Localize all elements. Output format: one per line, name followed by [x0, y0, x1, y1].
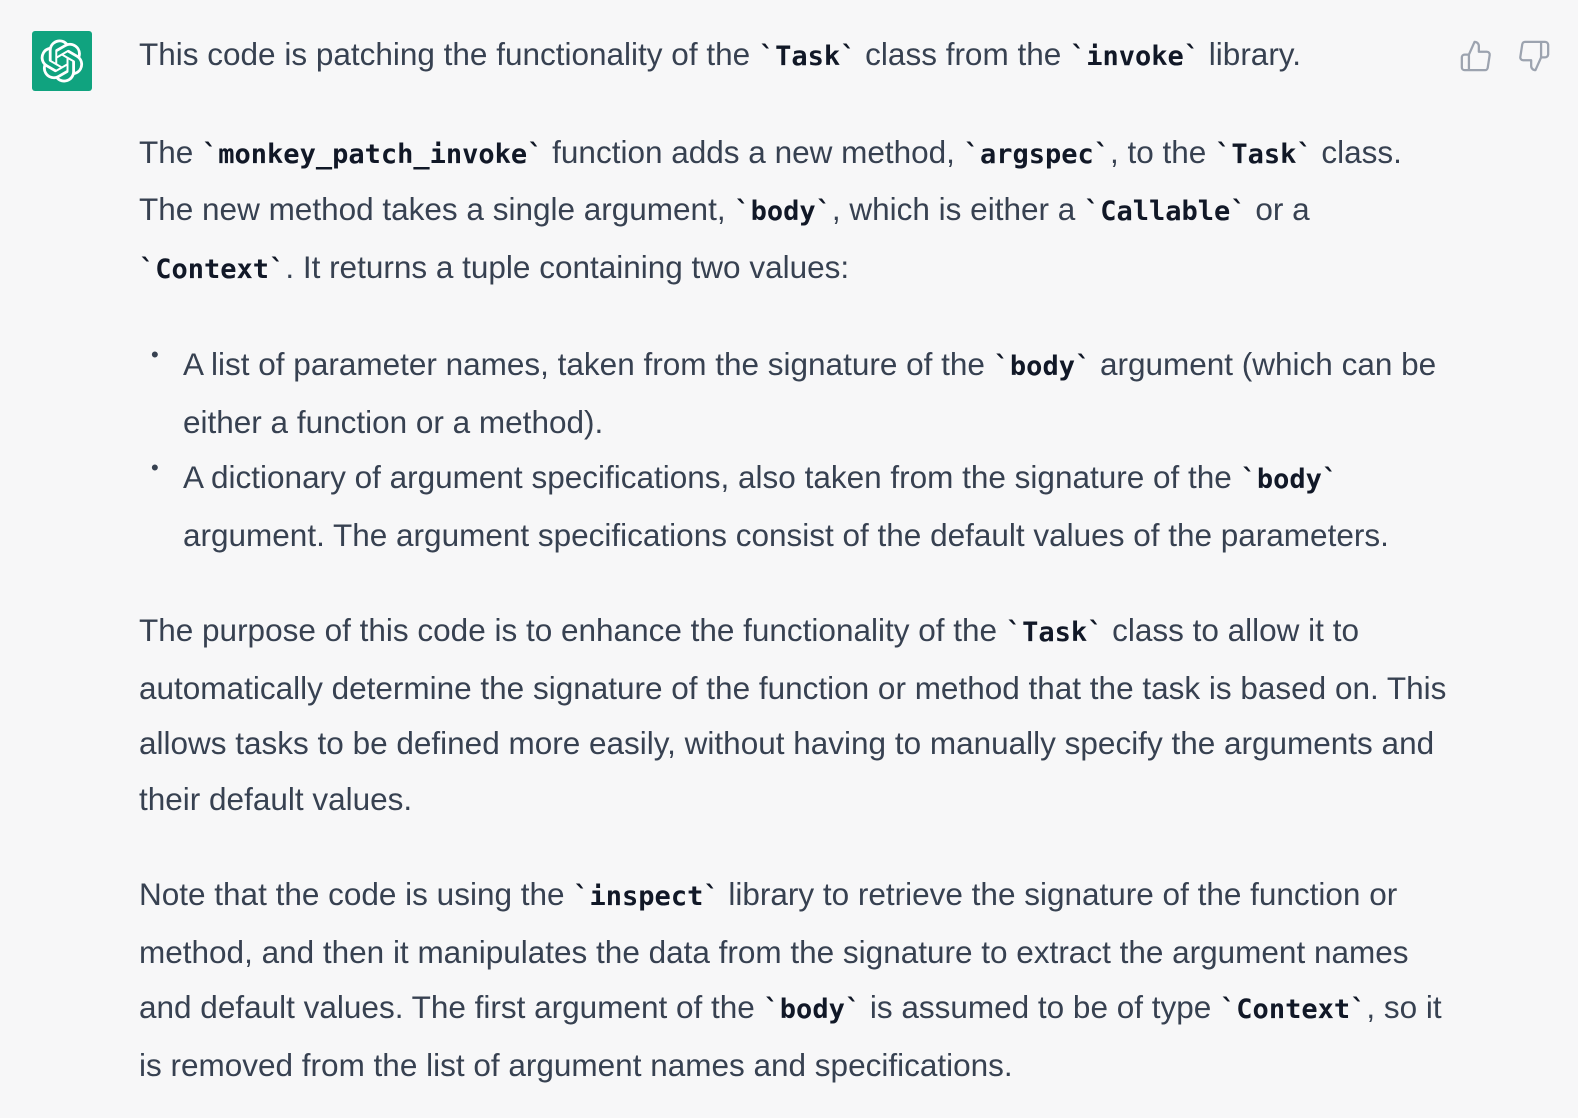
text-span: or a: [1246, 191, 1310, 227]
text-span: The purpose of this code is to enhance the functionality of the: [139, 612, 1006, 648]
text-span: function adds a new method,: [543, 133, 964, 170]
text-span: library to retrieve the signature of the function or method, and then it manipulates the data from the signature to extract the argument names and default values. The first argument of the: [139, 876, 1409, 1025]
openai-logo-avatar: [32, 31, 92, 91]
inline-code: `body`: [763, 994, 862, 1025]
text-span: argument (which can be either a function or a method).: [183, 346, 1437, 440]
inline-code: `Callable`: [1084, 196, 1247, 227]
text-span: is assumed to be of type: [861, 989, 1221, 1025]
list-item: [183, 337, 1449, 450]
text-span: , to the: [1110, 133, 1216, 170]
thumbs-up-icon: [1459, 39, 1493, 73]
list-item: [183, 450, 1449, 563]
inline-code: `monkey_patch_invoke`: [202, 138, 544, 170]
inline-code: `Task`: [1005, 617, 1104, 648]
thumbs-up-button[interactable]: [1458, 38, 1494, 74]
openai-logo-icon: [40, 39, 84, 83]
inline-code: `invoke`: [1070, 41, 1201, 72]
text-span: Note that the code is using the: [139, 876, 574, 912]
text-span: class. The new method takes a single argument,: [139, 133, 1402, 227]
feedback-controls: [1458, 38, 1552, 74]
text-span: class from the: [856, 36, 1070, 72]
paragraph-note: [139, 867, 1449, 1093]
text-span: library.: [1200, 36, 1301, 72]
text-span: argument. The argument specifications consist of the default values of the parameters.: [183, 516, 1389, 553]
inline-code: `body`: [1240, 464, 1339, 495]
text-span: . It returns a tuple containing two values:: [285, 248, 850, 285]
inline-code: `Task`: [1215, 138, 1313, 170]
inline-code: `inspect`: [573, 881, 720, 912]
text-span: A list of parameter names, taken from the signature of the: [183, 346, 994, 382]
message-content: [139, 27, 1449, 1118]
inline-code: `body`: [993, 351, 1092, 382]
text-span: A dictionary of argument specifications, also taken from the signature of the: [183, 459, 1241, 495]
inline-code: `Context`: [1220, 994, 1367, 1025]
paragraph-intro: [139, 27, 1449, 85]
text-span: , so it is removed from the list of argument names and specifications.: [139, 989, 1442, 1083]
thumbs-down-icon: [1517, 39, 1551, 73]
inline-code: `Task`: [758, 41, 857, 72]
thumbs-down-button[interactable]: [1516, 38, 1552, 74]
text-span: , which is either a: [831, 191, 1084, 227]
inline-code: `Context`: [139, 253, 286, 285]
paragraph-method: [139, 125, 1449, 298]
return-values-list: [139, 337, 1449, 563]
text-span: The: [139, 133, 203, 170]
inline-code: `argspec`: [963, 138, 1110, 170]
paragraph-purpose: [139, 603, 1449, 827]
text-span: This code is patching the functionality of the: [139, 36, 759, 72]
inline-code: `body`: [734, 196, 832, 227]
text-span: class to allow it to automatically determine the signature of the function or method that the task is based on. This allows tasks to be defined more easily, without having to manually specify the arguments and their default values.: [139, 612, 1447, 817]
